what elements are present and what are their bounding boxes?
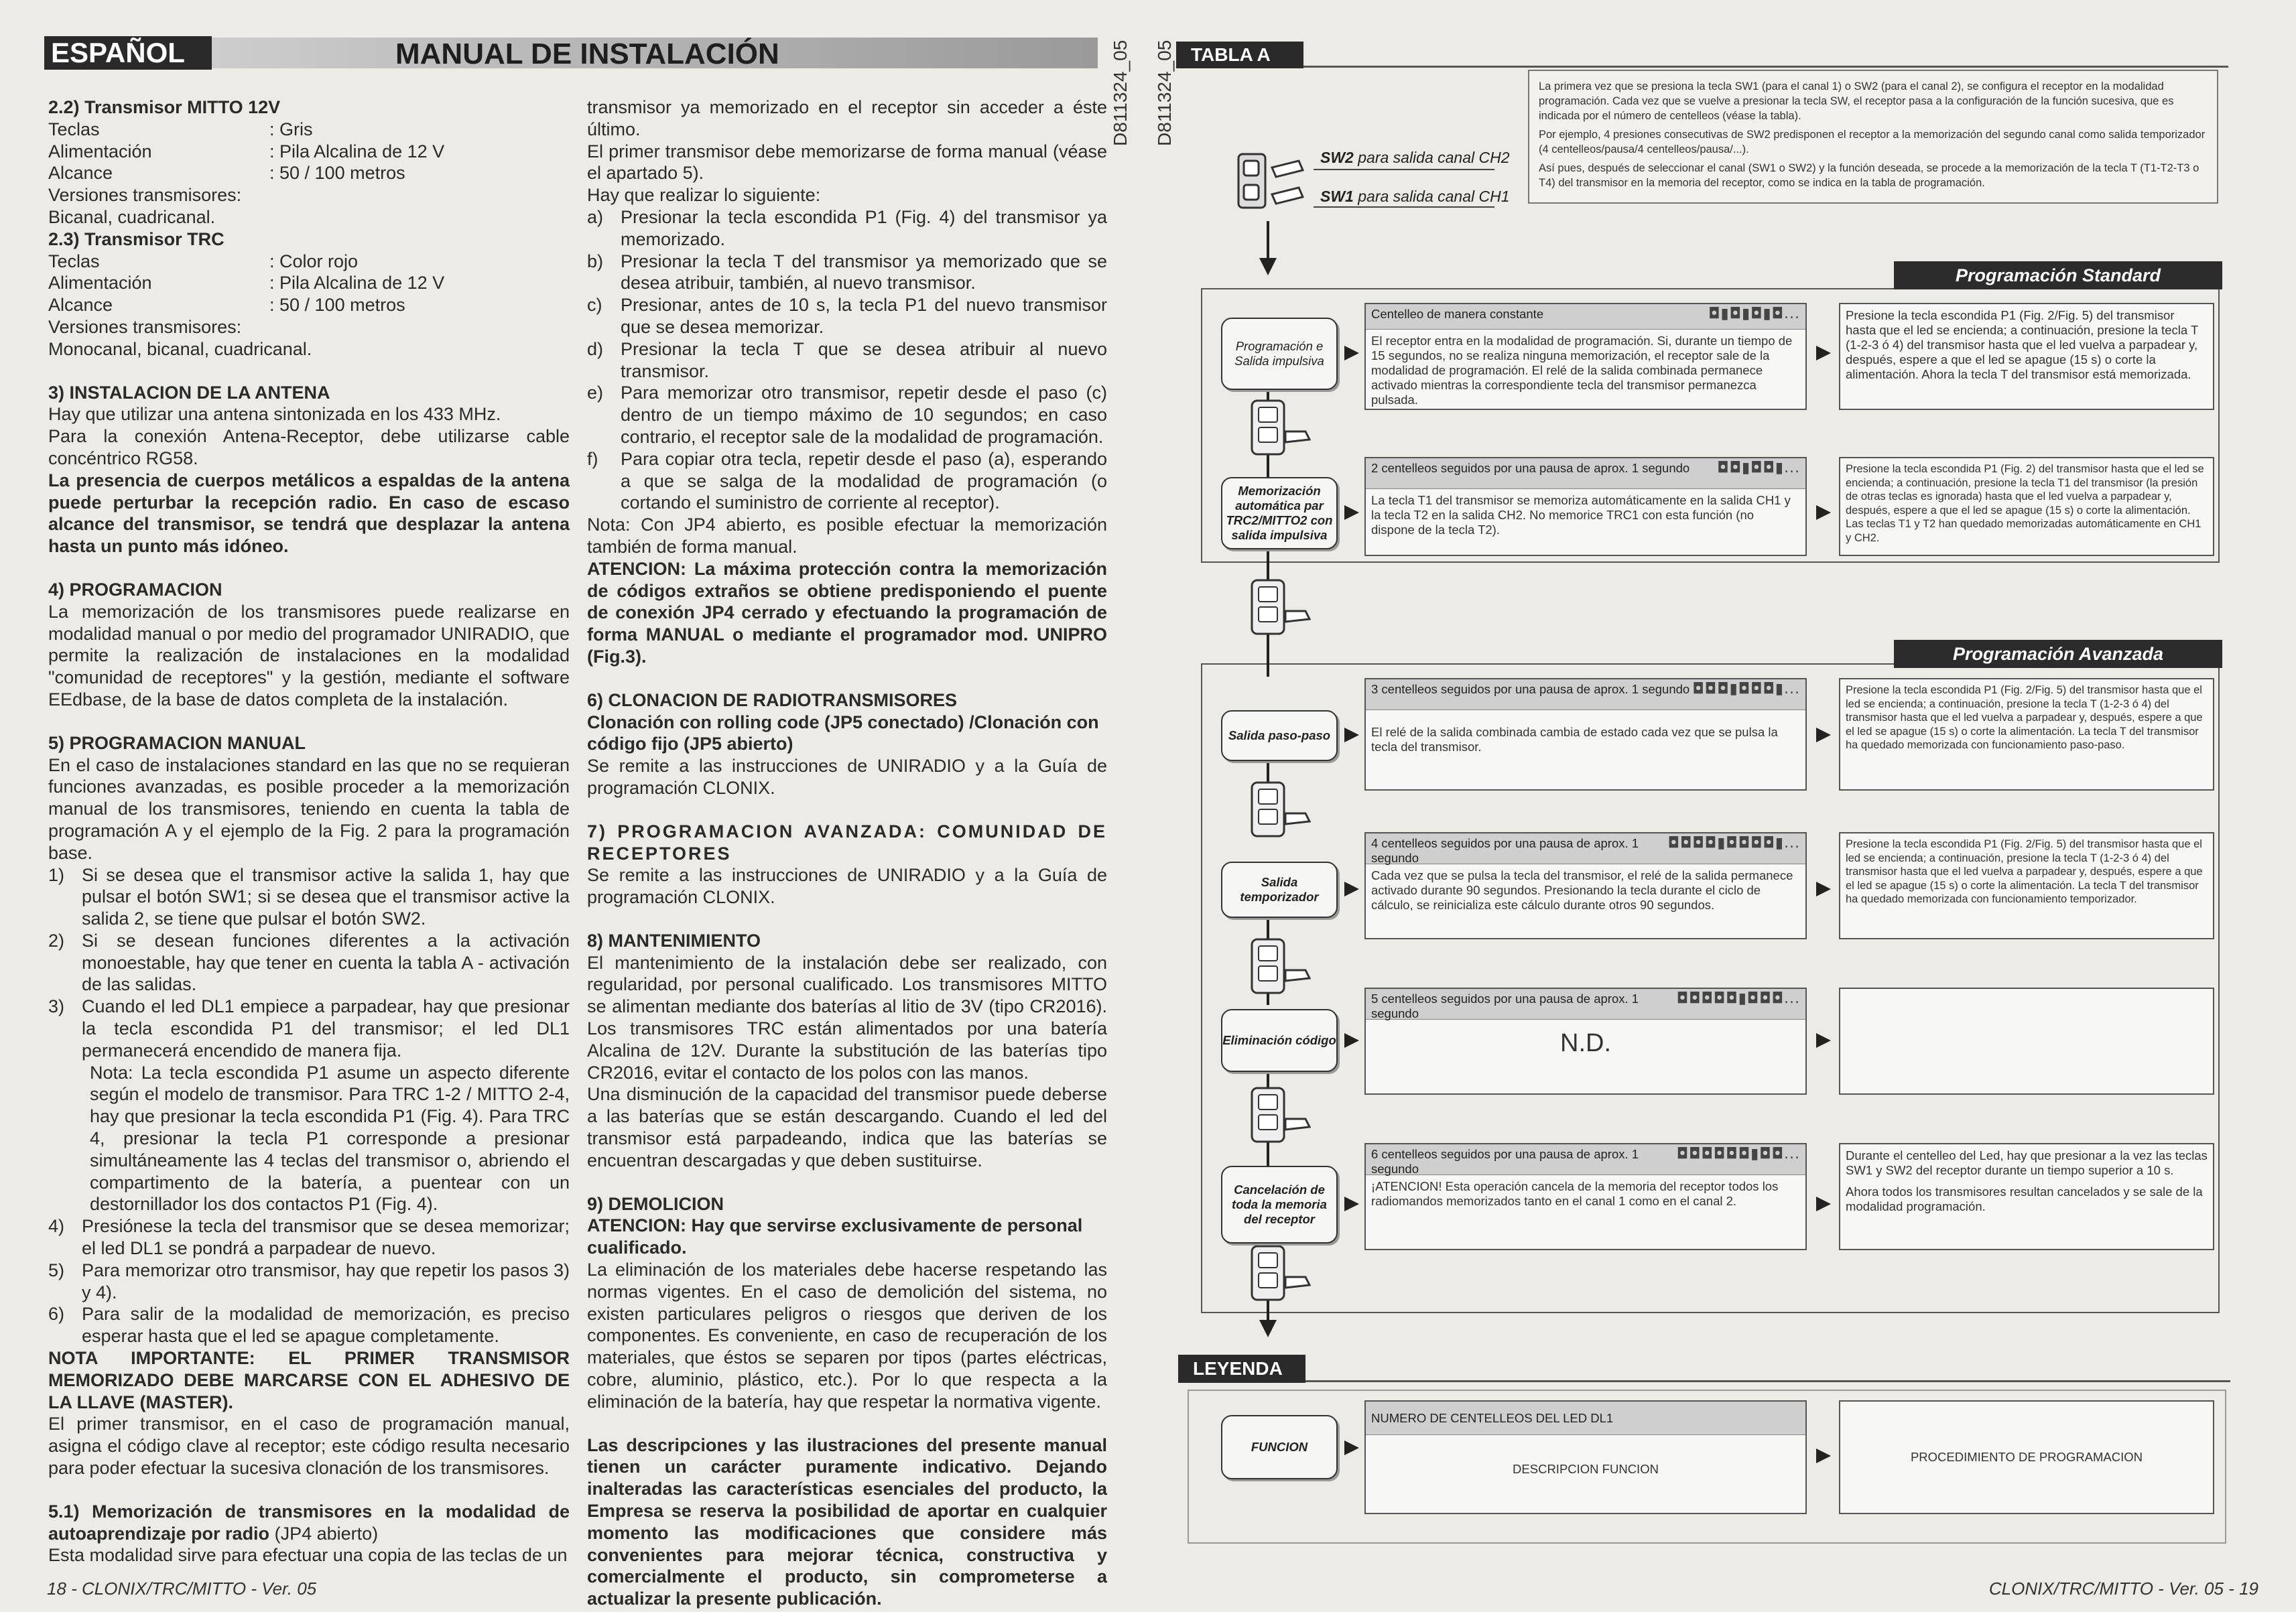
- arrow-right-icon: [1816, 1033, 1831, 1048]
- arrow-right-icon: [1816, 1197, 1831, 1211]
- paragraph-bold: La presencia de cuerpos metálicos a espaldas de la antena puede perturbar la recepción radio. En caso de escaso alcance del transmisor, se tendrá que desplazar la antena hasta un punto más idóneo.: [48, 470, 570, 557]
- page-title: MANUAL DE INSTALACIÓN: [395, 38, 779, 70]
- row-procedure: Presione la tecla escondida P1 (Fig. 2/Fig. 5) del transmisor hasta que el led se encienda; a continuación, presione la tecla T (1-2-3 ó 4) del transmisor hasta que el led vuelva a parpadear y, después, espere a que el led se apague (15 s) o corte la alimentación. La tecla T del transmisor ha quedado memorizada con funcionamiento temporizador.: [1839, 832, 2214, 939]
- spec-row: Teclas : Color rojo: [48, 251, 359, 271]
- tabla-intro-box: [1528, 70, 2218, 204]
- procedure-text: Ahora todos los transmisores resultan cancelados y se sale de la modalidad programación.: [1846, 1185, 2203, 1213]
- arrow-right-icon: [1344, 1440, 1359, 1455]
- spec-row: Teclas : Gris: [48, 119, 313, 139]
- led-blink-icon: ◘◘◘◘◘▮◘◘◘...: [1676, 990, 1800, 1007]
- flash-pattern-label: 3 centelleos seguidos por una pausa de aprox. 1 segundo: [1371, 682, 1690, 696]
- row-procedure: Presione la tecla escondida P1 (Fig. 2/Fig. 5) del transmisor hasta que el led se encienda; a continuación, presione la tecla T (1-2-3 ó 4) del transmisor hasta que el led vuelva a parpadear y, después, espere a que el led se apague (15 s) o corte la alimentación. La tecla T del transmisor ha quedado memorizada con funcionamiento paso-paso.: [1839, 678, 2214, 791]
- paragraph: El primer transmisor debe memorizarse de forma manual (véase el apartado 5).: [587, 141, 1107, 184]
- versions-label: Versiones transmisores:: [48, 185, 242, 206]
- row-description: El relé de la salida combinada cambia de estado cada vez que se pulsa la tecla del transmisor.: [1371, 725, 1778, 754]
- row-desc-box: [1364, 1143, 1807, 1250]
- arrow-right-icon: [1344, 1033, 1359, 1048]
- divider: [1305, 1380, 2230, 1382]
- transmitter-press-icon: [1248, 780, 1315, 840]
- paragraph: Una disminución de la capacidad del transmisor puede deberse a las baterías que se están descargando. Cuando el led del transmisor está parpadeando, indica que las baterías se encuentran descargadas y que deben sustituirse.: [587, 1084, 1107, 1170]
- row-description: N.D.: [1560, 1029, 1611, 1057]
- arrow-right-icon: [1344, 728, 1359, 742]
- warning-paragraph: ATENCION: Hay que servirse exclusivamente de personal cualificado.: [587, 1215, 1083, 1258]
- row-procedure: Presione la tecla escondida P1 (Fig. 2) del transmisor hasta que el led se encienda; a continuación, presione la tecla T1 del transmisor (la presión de otras teclas es ignorada) hasta que el led vuelva a parpadear y, después, espere a que el led se apague (15 s) o corte la alimentación. Las teclas T1 y T2 han quedado memorizadas automáticamente en CH1 y CH2.: [1839, 457, 2214, 556]
- list-item: 6) Para salir de la modalidad de memorización, es preciso esperar hasta que el led se apague completamente.: [48, 1304, 570, 1347]
- paragraph: La memorización de los transmisores puede realizarse en modalidad manual o por medio del programador UNIRADIO, que permite la realización de instalaciones en la modalidad "comunidad de receptores" y la gestión, mediante el software EEdbase, de la base de datos completa de la instalación.: [48, 601, 570, 710]
- doc-code-vertical-right: D811324_05: [1154, 40, 1175, 146]
- versions-value: Monocanal, bicanal, cuadricanal.: [48, 338, 312, 359]
- divider: [1314, 169, 1494, 170]
- disclaimer: Las descripciones y las ilustraciones del presente manual tienen un carácter puramente indicativo. Dejando inalteradas las características esenciales del producto, la Empresa se reserva la posibilidad de aportar en cualquier momento las modificaciones que considere más convenientes para mejorar técnica, constructiva y comercialmente el producto, sin comprometerse a actualizar la presente publicación.: [587, 1434, 1107, 1609]
- led-blink-icon: ◘◘▮◘◘▮...: [1717, 460, 1800, 476]
- section-5-title: 5) PROGRAMACION MANUAL: [48, 732, 306, 753]
- list-item: f) Para copiar otra tecla, repetir desde el paso (a), esperando a que se salga de la modalidad de programación (o cortando el suministro de corriente al receptor).: [587, 448, 1107, 513]
- section-7-title: 7) PROGRAMACION AVANZADA: COMUNIDAD DE RECEPTORES: [587, 821, 1107, 864]
- arrow-down-icon: [1259, 258, 1277, 275]
- flash-pattern-label: 2 centelleos seguidos por una pausa de aprox. 1 segundo: [1371, 461, 1690, 475]
- doc-code-vertical-left: D811324_05: [1110, 40, 1131, 146]
- transmitter-press-icon: [1248, 578, 1315, 638]
- row-desc-box: [1364, 988, 1807, 1095]
- procedure-text: Durante el centelleo del Led, hay que presionar a la vez las teclas SW1 y SW2 del receptor durante un tiempo superior a 10 s.: [1846, 1148, 2208, 1177]
- transmitter-press-icon: [1248, 937, 1315, 997]
- arrow-right-icon: [1816, 346, 1831, 360]
- list-item: 3) Cuando el led DL1 empiece a parpadear, hay que presionar la tecla escondida P1 del transmisor; el led DL1 permanecerá encendido de manera fija.: [48, 996, 570, 1061]
- leyenda-label: LEYENDA: [1178, 1355, 1305, 1383]
- list-item: 2) Si se desean funciones diferentes a la activación monoestable, hay que tener en cuenta la tabla A - activación de las salidas.: [48, 930, 570, 995]
- row-desc-box: [1364, 303, 1807, 410]
- intro-paragraph: La primera vez que se presiona la tecla SW1 (para el canal 1) o SW2 (para el canal 2), se configura el receptor en la modalidad programación. Cada vez que se vuelve a presionar la tecla SW, el receptor pasa a la configuración de la función sucesiva, que es indicada por el número de centelleos (véase la tabla).: [1539, 80, 2174, 122]
- row-description: ¡ATENCION! Esta operación cancela de la memoria del receptor todos los radiomandos memorizados tanto en el canal 1 como en el canal 2.: [1371, 1179, 1779, 1208]
- receptor-switch-icon: [1233, 147, 1307, 221]
- divider: [1314, 206, 1494, 208]
- intro-paragraph: Por ejemplo, 4 presiones consecutivas de SW2 predisponen el receptor a la memorización del segundo canal como salida temporizador (4 centelleos/pausa/4 centelleos/pausa/...).: [1539, 129, 2206, 155]
- section-2-2-title: 2.2) Transmisor MITTO 12V: [48, 97, 281, 117]
- section-6-subtitle: Clonación con rolling code (JP5 conectado) /Clonación con código fijo (JP5 abierto): [587, 712, 1099, 754]
- led-blink-icon: ◘◘◘◘▮◘◘◘◘▮...: [1667, 835, 1800, 852]
- arrow-right-icon: [1344, 346, 1359, 360]
- spec-row: Alcance : 50 / 100 metros: [48, 163, 405, 184]
- paragraph: El primer transmisor, en el caso de programación manual, asigna el código clave al receptor; este código resulta necesario para poder efectuar la sucesiva clonación de los transmisores.: [48, 1414, 570, 1479]
- led-blink-icon: ◘▮◘▮◘▮◘...: [1708, 306, 1800, 322]
- section-3-title: 3) INSTALACION DE LA ANTENA: [48, 382, 330, 403]
- paragraph: Se remite a las instrucciones de UNIRADIO y a la Guía de programación CLONIX.: [587, 865, 1107, 908]
- sw2-label: SW2 para salida canal CH2: [1320, 149, 1510, 166]
- arrow-right-icon: [1816, 882, 1831, 896]
- arrow-right-icon: [1344, 1197, 1359, 1211]
- func-memorizacion-automatica: Memorización automática par TRC2/MITTO2 con salida impulsiva: [1221, 477, 1338, 549]
- intro-paragraph: Así pues, después de seleccionar el canal (SW1 o SW2) y la función deseada, se procede a la memorización de la tecla T (T1-T2-T3 o T4) del transmisor en la memoria del receptor, como se indica en la tabla de programación.: [1539, 162, 2199, 189]
- legend-desc-box: [1364, 1400, 1807, 1514]
- warning-paragraph: ATENCION: La máxima protección contra la memorización de códigos extraños se obtiene predisponiendo el puente de conexión JP4 cerrado y efectuando la programación de forma MANUAL o mediante el programador mod. UNIPRO (Fig.3).: [587, 558, 1107, 667]
- paragraph: El mantenimiento de la instalación debe ser realizado, con regularidad, por personal cualificado. Los transmisores MITTO se alimentan mediante dos baterías al litio de 3V (tipo CR2016). Los transmisores TRC están alimentados por una batería Alcalina de 12V. Durante la substitución de las baterías tipo CR2016, evitar el contacto de los polos con las manos.: [587, 952, 1107, 1083]
- row-description: Cada vez que se pulsa la tecla del transmisor, el relé de la salida permanece activado durante 90 segundos. Presionando la tecla durante el ciclo de cálculo, se reinicializa este cálculo durante otros 90 segundos.: [1371, 868, 1793, 912]
- paragraph: Para la conexión Antena-Receptor, debe utilizarse cable concéntrico RG58.: [48, 426, 570, 468]
- section-8-title: 8) MANTENIMIENTO: [587, 930, 761, 951]
- arrow-right-icon: [1816, 728, 1831, 742]
- section-6-title: 6) CLONACION DE RADIOTRANSMISORES: [587, 689, 958, 710]
- list-item: b) Presionar la tecla T del transmisor ya memorizado que se desea atribuir, también, al nuevo transmisor.: [587, 251, 1107, 293]
- spec-row: Alimentación : Pila Alcalina de 12 V: [48, 273, 445, 293]
- footer-page-left: 18 - CLONIX/TRC/MITTO - Ver. 05: [47, 1579, 317, 1599]
- section-5-1-title: 5.1) Memorización de transmisores en la modalidad de autoaprendizaje por radio: [48, 1501, 570, 1544]
- spec-row: Alcance : 50 / 100 metros: [48, 295, 405, 316]
- section-9-title: 9) DEMOLICION: [587, 1193, 724, 1214]
- standard-banner: Programación Standard: [1894, 261, 2222, 289]
- tabla-a-label: TABLA A: [1176, 42, 1303, 68]
- sw1-label: SW1 para salida canal CH1: [1320, 188, 1510, 205]
- arrow-right-icon: [1816, 1449, 1831, 1463]
- func-programacion-impulsiva: Programación e Salida impulsiva: [1221, 318, 1338, 390]
- flash-pattern-label: Centelleo de manera constante: [1371, 307, 1544, 321]
- arrow-right-icon: [1344, 505, 1359, 520]
- paragraph: Hay que realizar lo siguiente:: [587, 185, 821, 206]
- versions-value: Bicanal, cuadricanal.: [48, 206, 216, 227]
- led-blink-icon: ◘◘◘◘◘◘▮◘◘...: [1676, 1146, 1800, 1162]
- footer-page-right: CLONIX/TRC/MITTO - Ver. 05 - 19: [1988, 1579, 2258, 1599]
- list-item: e) Para memorizar otro transmisor, repetir desde el paso (c) dentro de un tiempo máximo de 10 segundos; en caso contrario, el receptor sale de la modalidad de programación.: [587, 383, 1107, 447]
- arrow-down-icon: [1259, 1320, 1277, 1337]
- legend-desc: DESCRIPCION FUNCION: [1513, 1462, 1659, 1476]
- versions-label: Versiones transmisores:: [48, 316, 242, 337]
- list-item: d) Presionar la tecla T que se desea atribuir al nuevo transmisor.: [587, 338, 1107, 381]
- note-paragraph: Nota: La tecla escondida P1 asume un aspecto diferente según el modelo de transmisor. Para TRC 1-2 / MITTO 2-4, hay que presionar la tecla escondida P1 (Fig. 4). Para TRC 4, presionar la tecla P1 corresponde a presionar simultáneamente las 4 teclas del transmisor o, abriendo el compartimento de la batería, a puentear con un destornillador los dos contactos P1 (Fig. 4).: [90, 1062, 570, 1215]
- legend-head: NUMERO DE CENTELLEOS DEL LED DL1: [1371, 1410, 1614, 1425]
- paragraph: transmisor ya memorizado en el receptor sin acceder a éste último.: [587, 97, 1107, 139]
- list-item: 1) Si se desea que el transmisor active la salida 1, hay que pulsar el botón SW1; si se desea que el transmisor active la salida 2, se tiene que pulsar el botón SW2.: [48, 864, 570, 929]
- row-desc-box: [1364, 832, 1807, 939]
- flash-pattern-label: 5 centelleos seguidos por una pausa de aprox. 1 segundo: [1371, 992, 1639, 1020]
- paragraph: Hay que utilizar una antena sintonizada en los 433 MHz.: [48, 404, 501, 425]
- transmitter-press-icon: [1248, 1085, 1315, 1146]
- row-procedure: [1839, 988, 2214, 1095]
- middle-column: [587, 96, 1107, 1610]
- paragraph: Nota: Con JP4 abierto, es posible efectuar la memorización también de forma manual.: [587, 515, 1107, 557]
- arrow-right-icon: [1816, 505, 1831, 520]
- row-procedure: Presione la tecla escondida P1 (Fig. 2/Fig. 5) del transmisor hasta que el led se encienda; a continuación, presione la tecla T (1-2-3 ó 4) del transmisor hasta que el led vuelva a parpadear y, después, espere a que el led se apague (15 s) o corte la alimentación. Ahora la tecla T del transmisor está memorizada.: [1839, 303, 2214, 410]
- list-item: 4) Presiónese la tecla del transmisor que se desea memorizar; el led DL1 se pondrá a parpadear de nuevo.: [48, 1216, 570, 1259]
- list-item: 5) Para memorizar otro transmisor, hay que repetir los pasos 3) y 4).: [48, 1260, 570, 1302]
- list-item: c) Presionar, antes de 10 s, la tecla P1 del nuevo transmisor que se desea memorizar.: [587, 295, 1107, 337]
- paragraph: La eliminación de los materiales debe hacerse respetando las normas vigentes. En el caso de demolición del sistema, no existen particulares peligros o riesgos que deriven de los componentes. Es conveniente, en caso de recuperación de los materiales, que éstos se separen por tipos (partes eléctricas, cobre, aluminio, plástico, etc.). Por lo que respecta a la eliminación de la batería, hay que respetar la normativa vigente.: [587, 1260, 1107, 1412]
- section-2-3-title: 2.3) Transmisor TRC: [48, 228, 225, 249]
- important-note: NOTA IMPORTANTE: EL PRIMER TRANSMISOR MEMORIZADO DEBE MARCARSE CON EL ADHESIVO DE LA LLAVE (MASTER).: [48, 1348, 570, 1412]
- avanzada-banner: Programación Avanzada: [1894, 640, 2222, 668]
- row-desc-box: [1364, 678, 1807, 791]
- arrow-right-icon: [1344, 882, 1359, 896]
- paragraph: Esta modalidad sirve para efectuar una copia de las teclas de un: [48, 1545, 568, 1566]
- func-temporizador: Salida temporizador: [1221, 862, 1338, 918]
- paragraph: Se remite a las instrucciones de UNIRADIO y a la Guía de programación CLONIX.: [587, 756, 1107, 798]
- flash-pattern-label: 6 centelleos seguidos por una pausa de aprox. 1 segundo: [1371, 1147, 1639, 1176]
- list-item: a) Presionar la tecla escondida P1 (Fig. 4) del transmisor ya memorizado.: [587, 206, 1107, 249]
- paragraph: En el caso de instalaciones standard en las que no se requieran funciones avanzadas, es posible proceder a la memorización manual de los transmisores, teniendo en cuenta la tabla de programación A y el ejemplo de la Fig. 2 para la programación base.: [48, 754, 570, 863]
- flow-line: [1267, 221, 1269, 261]
- section-5-1-suffix: (JP4 abierto): [274, 1523, 379, 1544]
- row-procedure: [1839, 1143, 2214, 1250]
- flash-pattern-label: 4 centelleos seguidos por una pausa de aprox. 1 segundo: [1371, 836, 1639, 865]
- func-cancelacion: Cancelación de toda la memoria del receptor: [1221, 1166, 1338, 1244]
- transmitter-press-icon: [1248, 398, 1315, 458]
- led-blink-icon: ◘◘◘▮◘◘◘▮...: [1692, 681, 1800, 697]
- func-paso-paso: Salida paso-paso: [1221, 710, 1338, 761]
- func-eliminacion: Eliminación código: [1221, 1009, 1338, 1072]
- transmitter-press-icon: [1248, 1244, 1315, 1304]
- row-description: El receptor entra en la modalidad de programación. Si, durante un tiempo de 15 segundos, no se realiza ninguna memorización, el receptor sale de la modalidad de programación. El relé de la salida combinada permanece activado mientras la correspondiente tecla del transmisor permanezca pulsada.: [1371, 334, 1793, 407]
- left-column: [48, 96, 570, 1566]
- row-desc-box: [1364, 457, 1807, 556]
- section-4-title: 4) PROGRAMACION: [48, 579, 222, 600]
- legend-func: FUNCION: [1221, 1415, 1338, 1479]
- header-language: ESPAÑOL: [44, 36, 212, 70]
- divider: [1303, 66, 2228, 68]
- spec-row: Alimentación : Pila Alcalina de 12 V: [48, 141, 445, 161]
- row-description: La tecla T1 del transmisor se memoriza automáticamente en la salida CH1 y la tecla T2 en la salida CH2. No memorice TRC1 con esta función (no dispone de la tecla T2).: [1371, 493, 1791, 537]
- legend-proc: PROCEDIMIENTO DE PROGRAMACION: [1839, 1400, 2214, 1514]
